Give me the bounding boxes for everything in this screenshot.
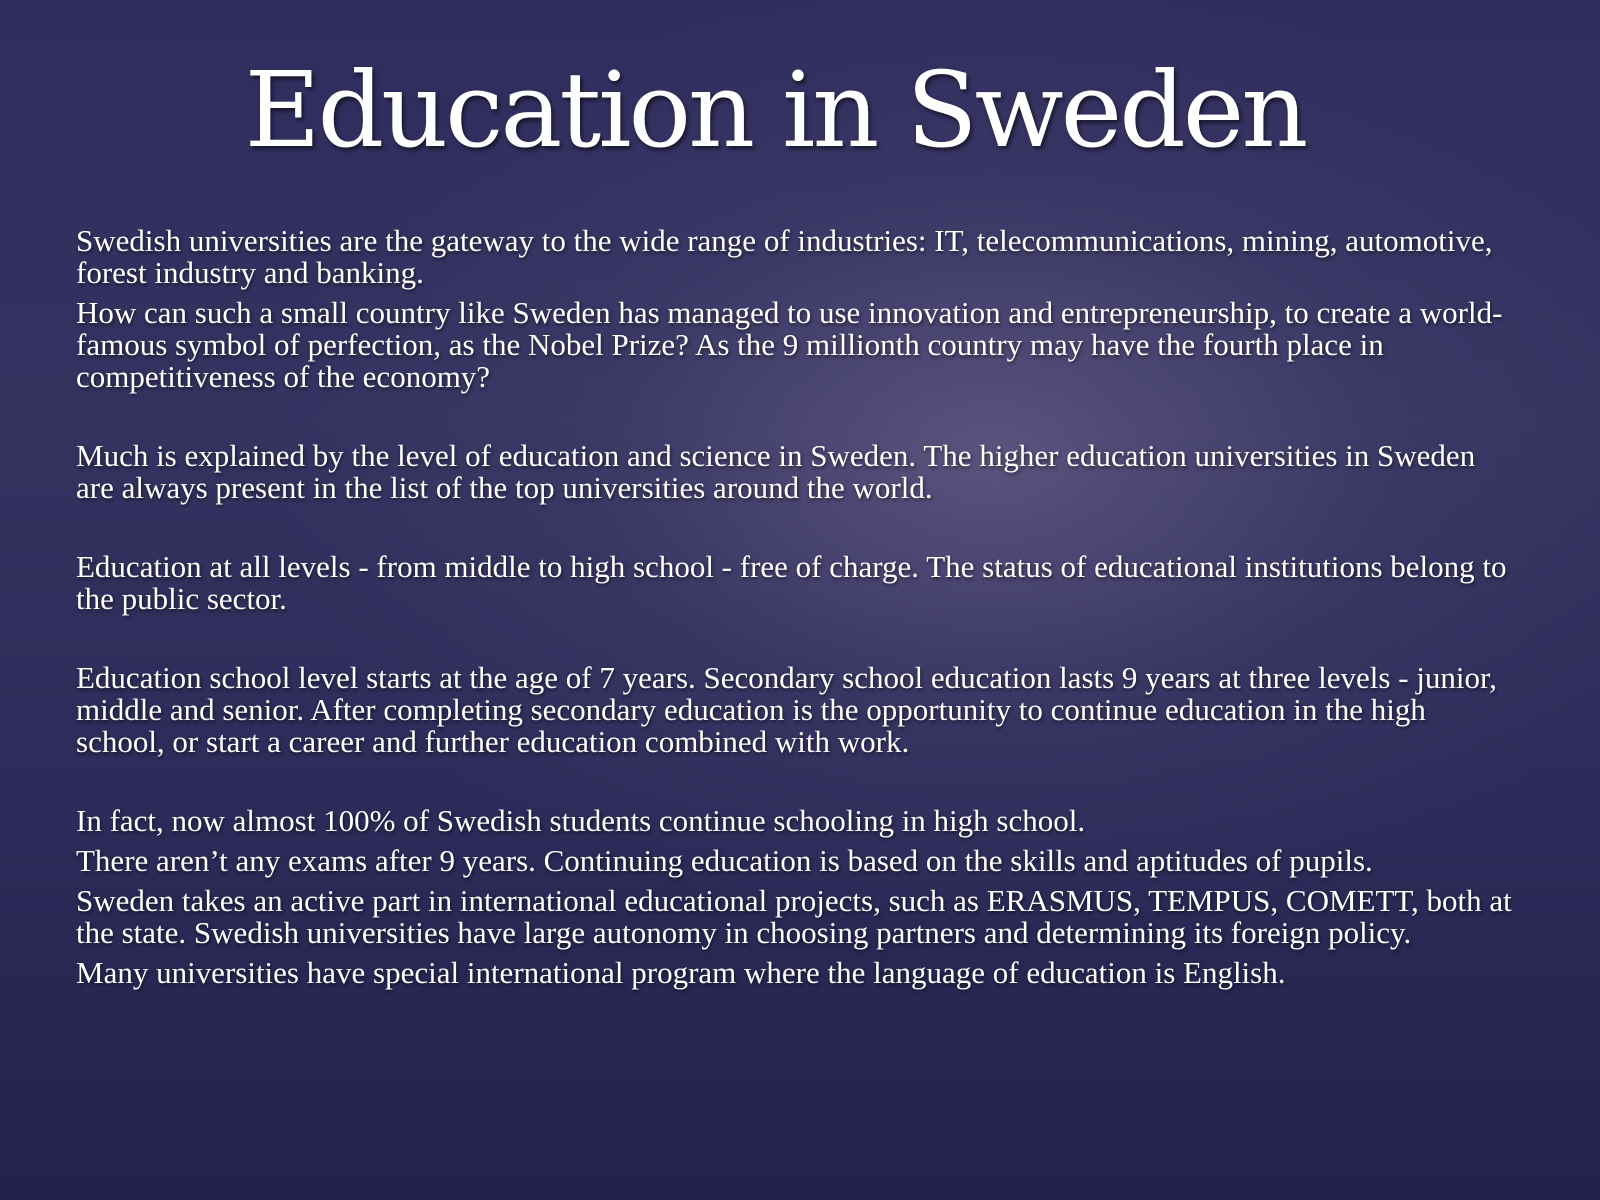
paragraph-high-school: In fact, now almost 100% of Swedish students continue schooling in high school. [76,803,1086,838]
paragraph-school-levels: Education school level starts at the age of 7 years. Secondary school education lasts 9 years at three levels - junior, middle and senior. After completing secondary education is the opportunity to continue education in the high school, or start a career and further education combined with work. [76,660,1497,759]
paragraph-english-programs: Many universities have special international program where the language of education is English. [76,955,1286,990]
slide-body [76,225,1516,989]
paragraph-exams: There aren’t any exams after 9 years. Continuing education is based on the skills and aptitudes of pupils. [76,843,1373,878]
paragraph-free-education: Education at all levels - from middle to high school - free of charge. The status of educational institutions belong to the public sector. [76,549,1507,616]
paragraph-education-science: Much is explained by the level of education and science in Sweden. The higher education universities in Sweden are always present in the list of the top universities around the world. [76,438,1476,505]
slide-title: Education in Sweden [244,49,1306,171]
paragraph-industries: Swedish universities are the gateway to the wide range of industries: IT, telecommunications, mining, automotive, forest industry and banking. [76,223,1493,290]
paragraph-international-projects: Sweden takes an active part in international educational projects, such as ERASMUS, TEMPUS, COMETT, both at the state. Swedish universities have large autonomy in choosing partners and determining its foreign policy. [76,883,1512,950]
paragraph-innovation: How can such a small country like Sweden has managed to use innovation and entrepreneurship, to create a world-famous symbol of perfection, as the Nobel Prize? As the 9 millionth country may have the fourth place in competitiveness of the economy? [76,295,1503,394]
